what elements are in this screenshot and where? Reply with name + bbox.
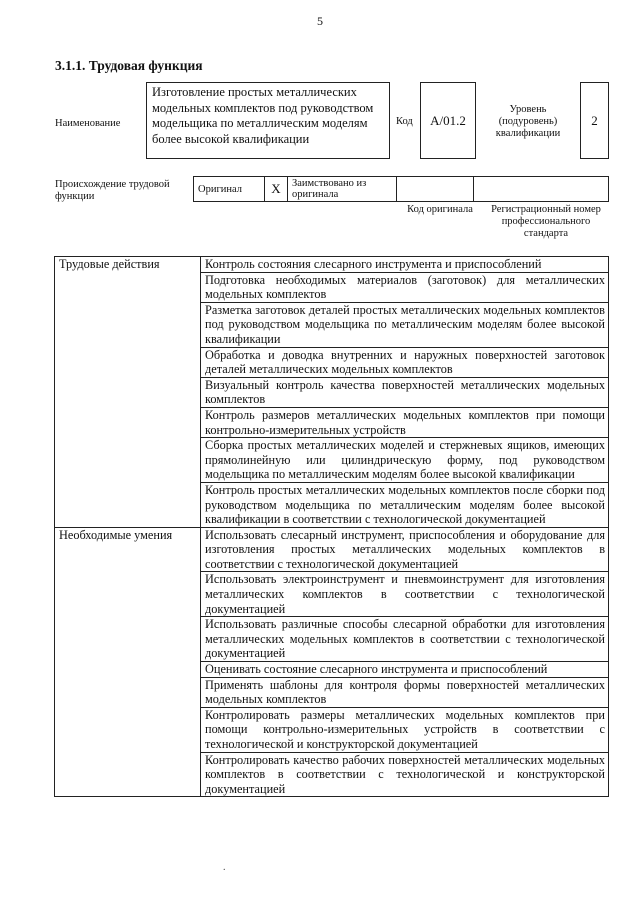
list-item: Разметка заготовок деталей простых металлических модельных комплектов под руководством модельщика по металлическим моделям более высокой квалификации	[201, 302, 609, 347]
list-item: Визуальный контроль качества поверхностей металлических модельных комплектов	[201, 377, 609, 407]
list-item: Контроль размеров металлических модельных комплектов при помощи контрольно-измерительных устройств	[201, 407, 609, 437]
table-row	[55, 257, 609, 273]
borrowed-label: Заимствовано из оригинала	[288, 177, 397, 202]
code-value: A/01.2	[430, 112, 466, 128]
name-value: Изготовление простых металлических модельных комплектов под руководством модельщика по металлическим моделям более высокой квалификации	[152, 85, 374, 146]
page-number: 5	[317, 14, 323, 28]
table-row	[55, 527, 609, 572]
level-label: Уровень (подуровень) квалификации	[495, 104, 561, 139]
list-item: Использовать слесарный инструмент, приспособления и оборудование для изготовления простых металлических модельных комплектов в соответствии с технологической документацией	[201, 527, 609, 572]
list-item: Использовать различные способы слесарной обработки для изготовления металлических модельных комплектов в соответствии с технологической документацией	[201, 617, 609, 662]
name-label: Наименование	[55, 118, 121, 129]
level-value-box	[580, 82, 609, 159]
list-item: Применять шаблоны для контроля формы поверхностей металлических модельных комплектов	[201, 677, 609, 707]
list-item: Контроль простых металлических модельных комплектов после сборки под руководством модельщика по металлическим моделям более высокой квалификации в соответствии с технологической документацией	[201, 482, 609, 527]
functions-table	[54, 256, 609, 797]
section-title: 3.1.1. Трудовая функция	[55, 58, 203, 73]
code-original-caption: Код оригинала	[407, 204, 473, 215]
code-label: Код	[396, 116, 413, 127]
code-original-cell	[397, 177, 474, 202]
original-mark: X	[265, 177, 288, 202]
list-item: Сборка простых металлических моделей и стержневых ящиков, имеющих прямолинейную или цилиндрическую форму, под руководством модельщика по металлическим моделям более высокой квалификации	[201, 438, 609, 483]
origin-table	[193, 176, 609, 202]
section-label: Необходимые умения	[55, 527, 201, 797]
name-value-box	[146, 82, 390, 159]
list-item: Оценивать состояние слесарного инструмента и приспособлений	[201, 662, 609, 678]
list-item: Подготовка необходимых материалов (заготовок) для металлических модельных комплектов	[201, 272, 609, 302]
origin-label: Происхождение трудовой функции	[55, 179, 170, 202]
list-item: Контролировать размеры металлических модельных комплектов при помощи контрольно-измерительных устройств в соответствии с технологической и конструкторской документацией	[201, 707, 609, 752]
reg-number-cell	[474, 177, 609, 202]
original-label: Оригинал	[194, 177, 265, 202]
level-value: 2	[591, 112, 598, 128]
section-label: Трудовые действия	[55, 257, 201, 528]
code-value-box	[420, 82, 476, 159]
list-item: Обработка и доводка внутренних и наружных поверхностей заготовок деталей металлических модельных комплектов	[201, 347, 609, 377]
stray-mark: .	[223, 862, 226, 873]
list-item: Использовать электроинструмент и пневмоинструмент для изготовления металлических комплектов в соответствии с технологической документацией	[201, 572, 609, 617]
reg-number-caption: Регистрационный номер профессионального стандарта	[491, 204, 601, 239]
list-item: Контролировать качество рабочих поверхностей металлических модельных комплектов в соответствии с технологической и конструкторской документацией	[201, 752, 609, 797]
list-item: Контроль состояния слесарного инструмента и приспособлений	[201, 257, 609, 273]
